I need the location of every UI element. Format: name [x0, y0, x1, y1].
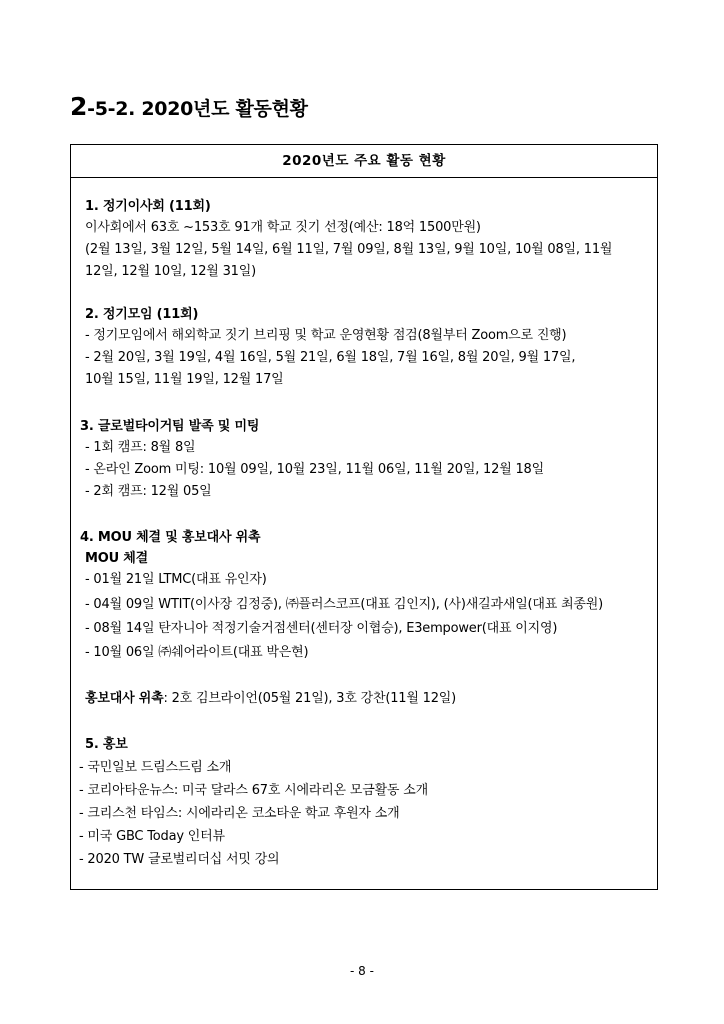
- section-4-title: 4. MOU 체결 및 홍보대사 위촉: [80, 530, 261, 545]
- section-1-title: 1. 정기이사회 (11회): [85, 199, 211, 214]
- section-5-line-3: - 크리스천 타임스: 시에라리온 코소타운 학교 후원자 소개: [79, 806, 400, 821]
- section-5-title: 5. 홍보: [85, 737, 128, 752]
- page-heading: [70, 92, 308, 121]
- heading-title: 2020년도 활동현황: [141, 98, 308, 120]
- section-4-line-4: - 10월 06일 ㈜쉐어라이트(대표 박은현): [85, 645, 309, 660]
- section-4-line-1: - 01월 21일 LTMC(대표 유인자): [85, 572, 267, 587]
- page-number: - 8 -: [350, 964, 374, 978]
- section-3-title: 3. 글로벌타이거팀 발족 및 미팅: [80, 419, 260, 434]
- box-header: 2020년도 주요 활동 현황: [71, 145, 657, 178]
- section-1-line-2: (2월 13일, 3월 12일, 5월 14일, 6월 11일, 7월 09일, 8월 13일, 9월 10일, 10월 08일, 11월: [85, 242, 613, 257]
- section-4-line-2: - 04월 09일 WTIT(이사장 김정중), ㈜플러스코프(대표 김인지), (사)새길과새일(대표 최종원): [85, 597, 604, 612]
- section-2-line-2: - 2월 20일, 3월 19일, 4월 16일, 5월 21일, 6월 18일, 7월 16일, 8월 20일, 9월 17일,: [85, 350, 576, 365]
- section-3-line-3: - 2회 캠프: 12월 05일: [85, 484, 212, 499]
- ambassador-text: : 2호 김브라이언(05월 21일), 3호 강찬(11월 12일): [163, 691, 457, 706]
- section-1-line-1: 이사회에서 63호 ~153호 91개 학교 짓기 선정(예산: 18억 1500만원): [85, 220, 481, 235]
- ambassador-label: 홍보대사 위촉: [85, 691, 164, 706]
- section-2-line-1: - 정기모임에서 해외학교 짓기 브리핑 및 학교 운영현황 점검(8월부터 Zoom으로 진행): [85, 328, 567, 343]
- section-2-line-3: 10월 15일, 11월 19일, 12월 17일: [85, 372, 284, 387]
- activity-box: [70, 144, 658, 890]
- section-2-title: 2. 정기모임 (11회): [85, 307, 199, 322]
- section-5-line-2: - 코리아타운뉴스: 미국 달라스 67호 시에라리온 모금활동 소개: [79, 783, 428, 798]
- heading-number-main: 2: [70, 92, 88, 121]
- section-5-line-1: - 국민일보 드림스드림 소개: [79, 760, 232, 775]
- section-1-line-3: 12일, 12월 10일, 12월 31일): [85, 264, 256, 279]
- section-4-line-3: - 08월 14일 탄자니아 적정기술거점센터(센터장 이협승), E3empower(대표 이지영): [85, 621, 558, 636]
- section-5-line-4: - 미국 GBC Today 인터뷰: [79, 829, 225, 844]
- ambassador-line: [85, 690, 456, 708]
- section-4-subtitle: MOU 체결: [85, 551, 148, 566]
- heading-number-sub: -5-2.: [87, 98, 136, 120]
- section-3-line-2: - 온라인 Zoom 미팅: 10월 09일, 10월 23일, 11월 06일, 11월 20일, 12월 18일: [85, 462, 544, 477]
- section-5-line-5: - 2020 TW 글로벌리더십 서밋 강의: [79, 852, 280, 867]
- section-3-line-1: - 1회 캠프: 8월 8일: [85, 440, 196, 455]
